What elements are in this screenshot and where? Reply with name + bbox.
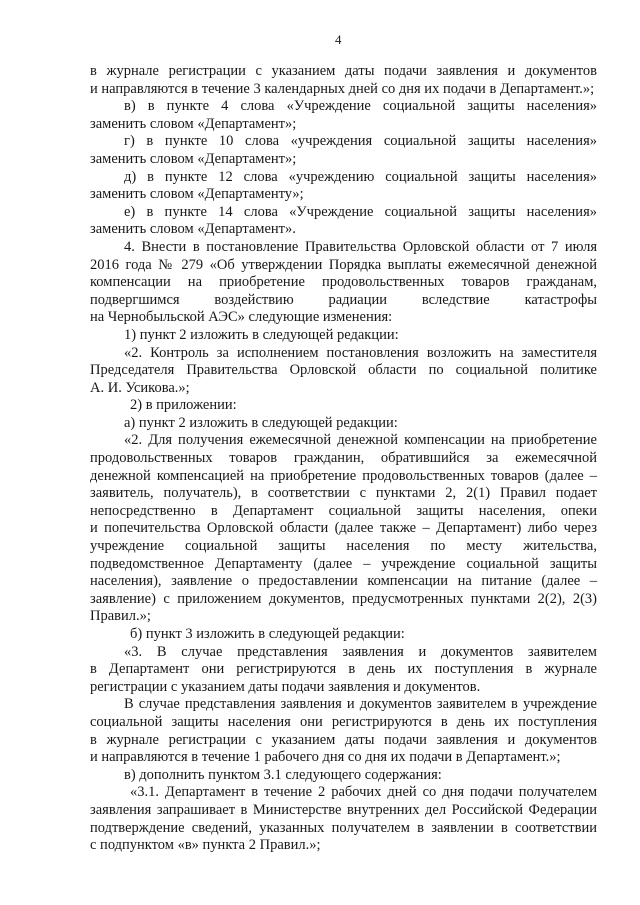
document-body <box>90 63 597 855</box>
quoted-clause-2-control <box>90 345 597 398</box>
subitem-v <box>90 98 597 133</box>
text-line: подтверждение сведений, указанных получателем в заявлении в соответствии <box>90 819 597 836</box>
text-line: заявления запрашивает в Министерстве внутренних дел Российской Федерации <box>90 801 597 818</box>
text-line: и направляются в течение 1 рабочего дня со дня их подачи в Департамент.»; <box>90 749 561 766</box>
text-line: а) пункт 2 изложить в следующей редакции: <box>124 414 398 431</box>
text-line: в Департамент они регистрируются в день их поступления в журнале <box>90 661 597 678</box>
subitem-e <box>90 204 597 239</box>
text-line: в) дополнить пунктом 3.1 следующего содержания: <box>124 766 442 783</box>
text-line: населения), заявление о предоставлении компенсации на питание (далее – <box>90 573 597 590</box>
quoted-clause-3-1 <box>90 784 597 854</box>
text-line: «3.1. Департамент в течение 2 рабочих дней со дня подачи получателем <box>130 784 597 801</box>
quoted-clause-2 <box>90 432 597 626</box>
subitem-g <box>90 133 597 168</box>
text-line: 2) в приложении: <box>130 397 237 414</box>
text-line: Председателя Правительства Орловской области по социальной политике <box>90 362 597 379</box>
text-line: в журнале регистрации с указанием даты подачи заявления и документов <box>90 63 597 79</box>
text-line: и направляются в течение 3 календарных дней со дня их подачи в Департамент.»; <box>90 80 595 97</box>
text-line: на Чернобыльской АЭС» следующие изменения: <box>90 309 393 326</box>
text-line: «2. Для получения ежемесячной денежной компенсации на приобретение <box>124 432 597 449</box>
subitem-b <box>90 626 597 644</box>
page-number: 4 <box>335 32 342 47</box>
text-line: заменить словом «Департамент»; <box>90 115 297 132</box>
text-line: денежной компенсацией на приобретение продовольственных товаров (далее – <box>90 467 597 484</box>
text-line: с подпунктом «в» пункта 2 Правил.»; <box>90 837 321 854</box>
subitem-2-appendix <box>90 397 597 415</box>
text-line: в журнале регистрации с указанием даты подачи заявления и документов <box>90 731 597 748</box>
text-line: подвергшимся воздействию радиации вследствие катастрофы <box>90 291 597 308</box>
paragraph-continuation <box>90 63 597 98</box>
text-line: 2016 года № 279 «Об утверждении Порядка выплаты ежемесячной денежной <box>90 256 597 273</box>
text-line: в) в пункте 4 слова «Учреждение социальной защиты населения» <box>124 98 597 115</box>
text-line: заменить словом «Департаменту»; <box>90 186 304 203</box>
quoted-clause-3 <box>90 644 597 697</box>
text-line: б) пункт 3 изложить в следующей редакции: <box>130 626 405 642</box>
text-line: «2. Контроль за исполнением постановления возложить на заместителя <box>124 344 597 361</box>
text-line: продовольственных товаров гражданин, обратившийся за ежемесячной <box>90 450 597 467</box>
text-line: В случае представления заявления и документов заявителем в учреждение <box>124 696 597 713</box>
text-line: д) в пункте 12 слова «учреждению социальной защиты населения» <box>124 168 597 185</box>
subitem-1 <box>90 327 597 345</box>
text-line: Правил.»; <box>90 608 151 625</box>
subitem-d <box>90 169 597 204</box>
text-line: 4. Внести в постановление Правительства Орловской области от 7 июля <box>124 238 597 255</box>
text-line: заменить словом «Департамент». <box>90 221 296 238</box>
text-line: 1) пункт 2 изложить в следующей редакции: <box>124 326 399 343</box>
text-line: «3. В случае представления заявления и документов заявителем <box>124 643 597 660</box>
text-line: заявление) с приложением документов, предусмотренных пунктами 2(2), 2(3) <box>90 590 597 607</box>
subitem-a <box>90 415 597 433</box>
text-line: учреждение социальной защиты населения по месту жительства, <box>90 538 597 555</box>
text-line: г) в пункте 10 слова «учреждения социальной защиты населения» <box>124 133 597 150</box>
text-line: заявитель, получатель), в соответствии с пунктами 2, 2(1) Правил подает <box>90 485 597 502</box>
text-line: компенсации на приобретение продовольственных товаров гражданам, <box>90 274 597 291</box>
text-line: А. И. Усикова.»; <box>90 379 190 396</box>
text-line: е) в пункте 14 слова «Учреждение социальной защиты населения» <box>124 203 597 220</box>
text-line: и попечительства Орловской области (далее также – Департамент) либо через <box>90 520 597 537</box>
text-line: подведомственное Департаменту (далее – учреждение социальной защиты <box>90 555 597 572</box>
subitem-v-addition <box>90 767 597 785</box>
text-line: социальной защиты населения они регистрируются в день их поступления <box>90 713 597 730</box>
text-line: заменить словом «Департамент»; <box>90 150 297 167</box>
text-line: непосредственно в Департамент социальной защиты населения, опеки <box>90 502 597 519</box>
item-4-intro <box>90 239 597 327</box>
quoted-clause-3-second-paragraph <box>90 696 597 766</box>
text-line: регистрации с указанием даты подачи заявления и документов. <box>90 678 481 695</box>
